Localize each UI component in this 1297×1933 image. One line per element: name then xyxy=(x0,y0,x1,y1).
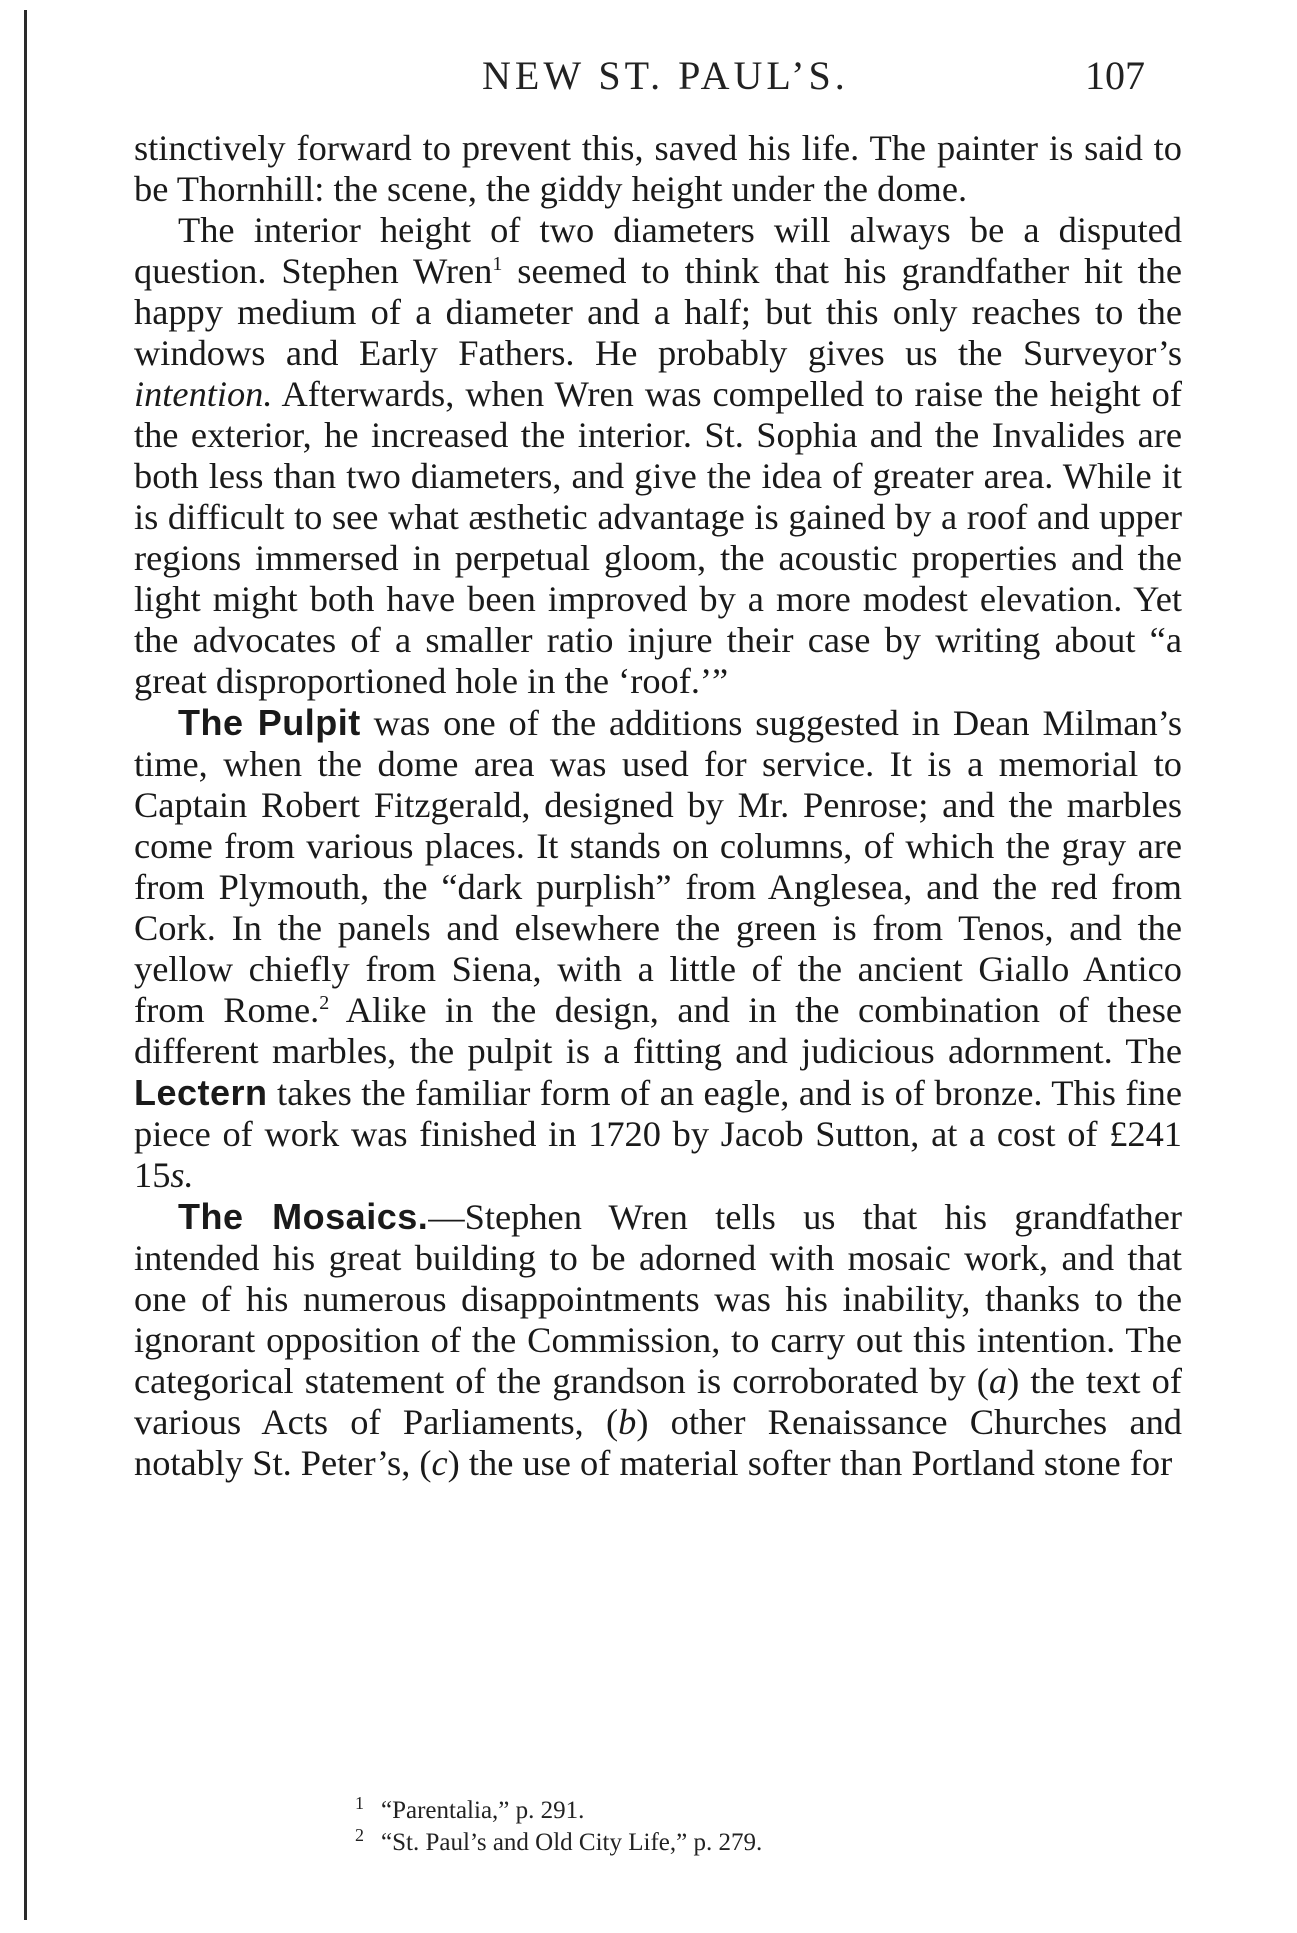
paragraph-4-text-d: ) the use of material softer than Portland stone for xyxy=(447,1443,1173,1483)
paragraph-2-text-b: seemed to think that his grandfather hit the happy medium of a diameter and a half; but this only reaches to the windows and Early Fathers. He probably gives us the Surveyor’s xyxy=(134,251,1182,373)
footnote-1: 1 “Parentalia,” p. 291. xyxy=(355,1792,585,1824)
page-gutter-line xyxy=(24,10,27,1920)
heading-pulpit: The Pulpit xyxy=(178,702,361,743)
paragraph-4-italic-c: c xyxy=(431,1443,448,1483)
running-header xyxy=(0,52,1297,112)
paragraph-3-text-a: was one of the additions suggested in Dean Milman’s time, when the dome area was used for service. It is a memorial to Captain Robert Fitzgerald, designed by Mr. Penrose; and the marbles come from various places. It stands on columns, of which the gray are from Plymouth, the “dark purplish” from Anglesea, and the red from Cork. In the panels and elsewhere the green is from Tenos, and the yellow chiefly from Siena, with a little of the ancient Giallo Antico from Rome. xyxy=(134,703,1182,1030)
paragraph-2-text-a: The interior height of two diameters will always be a disputed question. Stephen Wren xyxy=(134,210,1182,291)
footnote-2-text: “St. Paul’s and Old City Life,” p. 279. xyxy=(381,1829,763,1856)
paragraph-3-text-b: Alike in the design, and in the combination of these different marbles, the pulpit is a fitting and judicious adornment. The xyxy=(134,990,1183,1071)
body-text xyxy=(134,128,1182,1484)
paragraph-4-text-a: —Stephen Wren tells us that his grandfather intended his great building to be adorned with mosaic work, and that one of his numerous disappointments was his inability, thanks to the ignorant opposition of the Commission, to carry out this intention. The categorical statement of the grandson is corroborated by ( xyxy=(134,1197,1183,1401)
footnote-1-text: “Parentalia,” p. 291. xyxy=(381,1797,585,1824)
heading-mosaics: The Mosaics. xyxy=(178,1196,429,1237)
running-title: NEW ST. PAUL’S. xyxy=(482,53,849,98)
paragraph-3-italic: s. xyxy=(170,1155,194,1195)
paragraph-4 xyxy=(134,1196,1182,1484)
paragraph-2 xyxy=(134,210,1182,702)
paragraph-1 xyxy=(134,128,1182,210)
footnote-ref-1: 1 xyxy=(492,252,503,275)
paragraph-3-text-c: takes the familiar form of an eagle, and is of bronze. This fine piece of work was finished in 1720 by Jacob Sutton, at a cost of £241 15 xyxy=(134,1073,1182,1195)
footnote-2: 2 “St. Paul’s and Old City Life,” p. 279. xyxy=(355,1824,763,1856)
heading-lectern: Lectern xyxy=(134,1072,268,1113)
page-number: 107 xyxy=(1085,53,1145,98)
paragraph-4-text-b: ) the text of various Acts of Parliaments, ( xyxy=(134,1361,1182,1442)
paragraph-4-italic-a: a xyxy=(988,1361,1008,1401)
paragraph-1-text: stinctively forward to prevent this, saved his life. The painter is said to be Thornhill: the scene, the giddy height under the dome. xyxy=(134,128,1182,209)
paragraph-2-text-c: Afterwards, when Wren was compelled to raise the height of the exterior, he increased the interior. St. Sophia and the Invalides are both less than two diameters, and give the idea of greater area. While it is difficult to see what æsthetic advantage is gained by a roof and upper regions immersed in perpetual gloom, the acoustic properties and the light might both have been improved by a more modest elevation. Yet the advocates of a smaller ratio injure their case by writing about “a great disproportioned hole in the ‘roof.’” xyxy=(134,374,1182,701)
footnote-ref-2: 2 xyxy=(319,991,330,1014)
paragraph-3 xyxy=(134,702,1182,1196)
paragraph-4-italic-b: b xyxy=(618,1402,637,1442)
paragraph-4-text-c: ) other Renaissance Churches and notably St. Peter’s, ( xyxy=(134,1402,1182,1483)
paragraph-2-italic: intention. xyxy=(134,374,273,414)
footnotes xyxy=(355,1792,763,1859)
